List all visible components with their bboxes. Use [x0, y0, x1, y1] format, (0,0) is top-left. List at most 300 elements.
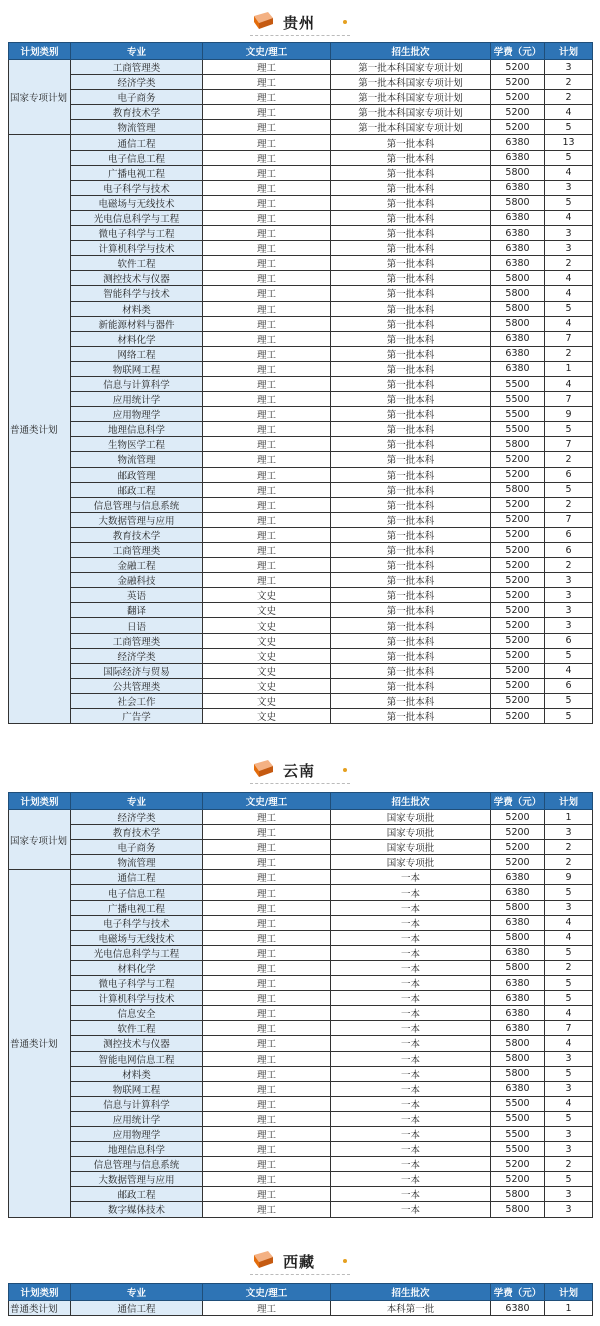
plan-count-cell: 9: [545, 870, 593, 885]
plan-count-cell: 2: [545, 75, 593, 90]
type-cell: 理工: [203, 558, 331, 573]
type-cell: 理工: [203, 437, 331, 452]
fee-cell: 5800: [491, 271, 545, 286]
type-cell: 理工: [203, 976, 331, 991]
batch-cell: 一本: [331, 1202, 491, 1217]
plan-count-cell: 4: [545, 165, 593, 180]
plan-count-cell: 3: [545, 1202, 593, 1217]
table-row: [9, 1111, 593, 1126]
type-cell: 理工: [203, 810, 331, 825]
type-cell: 理工: [203, 241, 331, 256]
major-cell: 电子科学与技术: [71, 915, 203, 930]
type-cell: 理工: [203, 573, 331, 588]
table-row: [9, 316, 593, 331]
type-cell: 理工: [203, 1036, 331, 1051]
type-cell: 理工: [203, 256, 331, 271]
section-name: 西藏: [283, 1253, 316, 1271]
type-cell: 理工: [203, 392, 331, 407]
header-type: 文史/理工: [203, 1284, 331, 1301]
table-row: [9, 135, 593, 150]
type-cell: 文史: [203, 663, 331, 678]
major-cell: 国际经济与贸易: [71, 663, 203, 678]
batch-cell: 第一批本科: [331, 180, 491, 195]
plan-count-cell: 2: [545, 497, 593, 512]
major-cell: 物流管理: [71, 120, 203, 135]
type-cell: 理工: [203, 1142, 331, 1157]
type-cell: 理工: [203, 512, 331, 527]
header-plan: 计划: [545, 1284, 593, 1301]
batch-cell: 第一批本科: [331, 437, 491, 452]
major-cell: 电子商务: [71, 90, 203, 105]
type-cell: 文史: [203, 588, 331, 603]
batch-cell: 第一批本科: [331, 150, 491, 165]
table-row: [9, 1157, 593, 1172]
table-row: [9, 376, 593, 391]
major-cell: 金融科技: [71, 573, 203, 588]
major-cell: 软件工程: [71, 1021, 203, 1036]
type-cell: 文史: [203, 603, 331, 618]
fee-cell: 5500: [491, 376, 545, 391]
fee-cell: 5800: [491, 316, 545, 331]
plan-count-cell: 5: [545, 1111, 593, 1126]
table-row: [9, 120, 593, 135]
major-cell: 网络工程: [71, 346, 203, 361]
plan-count-cell: 5: [545, 1172, 593, 1187]
table-row: [9, 945, 593, 960]
plan-category-cell: 普通类计划: [9, 870, 71, 1217]
table-row: [9, 256, 593, 271]
fee-cell: 6380: [491, 361, 545, 376]
type-cell: 理工: [203, 90, 331, 105]
book-logo-icon: [252, 12, 274, 30]
type-cell: 理工: [203, 165, 331, 180]
fee-cell: 5200: [491, 105, 545, 120]
batch-cell: 一本: [331, 1157, 491, 1172]
fee-cell: 5200: [491, 825, 545, 840]
type-cell: 文史: [203, 648, 331, 663]
header-category: 计划类别: [9, 43, 71, 60]
type-cell: 理工: [203, 226, 331, 241]
fee-cell: 5200: [491, 709, 545, 724]
fee-cell: 5800: [491, 437, 545, 452]
type-cell: 理工: [203, 150, 331, 165]
major-cell: 大数据管理与应用: [71, 1172, 203, 1187]
major-cell: 信息与计算科学: [71, 376, 203, 391]
batch-cell: 第一批本科: [331, 135, 491, 150]
major-cell: 地理信息科学: [71, 422, 203, 437]
table-row: [9, 991, 593, 1006]
fee-cell: 5200: [491, 512, 545, 527]
table-row: [9, 618, 593, 633]
plan-table-guizhou: [8, 42, 593, 724]
type-cell: 文史: [203, 633, 331, 648]
table-row: [9, 1021, 593, 1036]
batch-cell: 第一批本科: [331, 588, 491, 603]
batch-cell: 第一批本科: [331, 376, 491, 391]
major-cell: 工商管理类: [71, 543, 203, 558]
type-cell: 理工: [203, 120, 331, 135]
type-cell: 理工: [203, 855, 331, 870]
section-underline: [250, 783, 350, 784]
table-row: [9, 407, 593, 422]
table-row: [9, 543, 593, 558]
fee-cell: 6380: [491, 210, 545, 225]
section-dot: [343, 20, 347, 24]
type-cell: 理工: [203, 1006, 331, 1021]
fee-cell: 5800: [491, 1051, 545, 1066]
plan-category-cell: 国家专项计划: [9, 60, 71, 135]
fee-cell: 5200: [491, 543, 545, 558]
batch-cell: 一本: [331, 1036, 491, 1051]
batch-cell: 第一批本科: [331, 603, 491, 618]
table-row: [9, 60, 593, 75]
plan-count-cell: 5: [545, 885, 593, 900]
major-cell: 大数据管理与应用: [71, 512, 203, 527]
fee-cell: 5200: [491, 573, 545, 588]
section-name: 云南: [283, 762, 316, 780]
type-cell: 理工: [203, 467, 331, 482]
major-cell: 经济学类: [71, 75, 203, 90]
table-row: [9, 1172, 593, 1187]
major-cell: 通信工程: [71, 1301, 203, 1316]
table-row: [9, 422, 593, 437]
plan-count-cell: 4: [545, 930, 593, 945]
major-cell: 微电子科学与工程: [71, 976, 203, 991]
batch-cell: 国家专项批: [331, 855, 491, 870]
plan-count-cell: 4: [545, 286, 593, 301]
plan-count-cell: 7: [545, 1021, 593, 1036]
fee-cell: 6380: [491, 870, 545, 885]
major-cell: 电磁场与无线技术: [71, 195, 203, 210]
batch-cell: 一本: [331, 1142, 491, 1157]
table-row: [9, 693, 593, 708]
plan-count-cell: 6: [545, 527, 593, 542]
table-row: [9, 1301, 593, 1316]
fee-cell: 6380: [491, 226, 545, 241]
table-row: [9, 226, 593, 241]
major-cell: 物流管理: [71, 452, 203, 467]
fee-cell: 6380: [491, 885, 545, 900]
plan-count-cell: 3: [545, 60, 593, 75]
major-cell: 地理信息科学: [71, 1142, 203, 1157]
batch-cell: 第一批本科: [331, 558, 491, 573]
batch-cell: 一本: [331, 915, 491, 930]
table-row: [9, 648, 593, 663]
type-cell: 理工: [203, 1172, 331, 1187]
plan-count-cell: 2: [545, 90, 593, 105]
header-major: 专业: [71, 793, 203, 810]
plan-count-cell: 4: [545, 915, 593, 930]
table-row: [9, 527, 593, 542]
batch-cell: 第一批本科: [331, 301, 491, 316]
plan-count-cell: 3: [545, 241, 593, 256]
major-cell: 公共管理类: [71, 678, 203, 693]
plan-count-cell: 4: [545, 376, 593, 391]
plan-count-cell: 3: [545, 1051, 593, 1066]
table-header-row: [9, 1284, 593, 1301]
type-cell: 理工: [203, 1096, 331, 1111]
type-cell: 理工: [203, 1111, 331, 1126]
batch-cell: 一本: [331, 1081, 491, 1096]
table-row: [9, 885, 593, 900]
fee-cell: 5200: [491, 497, 545, 512]
batch-cell: 第一批本科: [331, 678, 491, 693]
table-row: [9, 1126, 593, 1141]
book-logo-icon: [252, 760, 274, 778]
type-cell: 理工: [203, 407, 331, 422]
type-cell: 理工: [203, 915, 331, 930]
fee-cell: 5200: [491, 810, 545, 825]
major-cell: 通信工程: [71, 135, 203, 150]
major-cell: 教育技术学: [71, 825, 203, 840]
plan-count-cell: 4: [545, 316, 593, 331]
plan-count-cell: 5: [545, 482, 593, 497]
header-fee: 学费（元）: [491, 43, 545, 60]
table-row: [9, 1142, 593, 1157]
fee-cell: 5200: [491, 558, 545, 573]
fee-cell: 5200: [491, 467, 545, 482]
table-row: [9, 558, 593, 573]
fee-cell: 6380: [491, 346, 545, 361]
plan-count-cell: 3: [545, 573, 593, 588]
table-row: [9, 855, 593, 870]
major-cell: 材料类: [71, 1066, 203, 1081]
table-row: [9, 150, 593, 165]
major-cell: 电子科学与技术: [71, 180, 203, 195]
fee-cell: 5200: [491, 840, 545, 855]
fee-cell: 5500: [491, 422, 545, 437]
fee-cell: 6380: [491, 1006, 545, 1021]
major-cell: 经济学类: [71, 648, 203, 663]
header-fee: 学费（元）: [491, 793, 545, 810]
batch-cell: 第一批本科: [331, 452, 491, 467]
major-cell: 英语: [71, 588, 203, 603]
type-cell: 理工: [203, 180, 331, 195]
table-row: [9, 452, 593, 467]
major-cell: 邮政工程: [71, 482, 203, 497]
table-row: [9, 1081, 593, 1096]
table-row: [9, 709, 593, 724]
type-cell: 理工: [203, 1187, 331, 1202]
major-cell: 工商管理类: [71, 633, 203, 648]
type-cell: 理工: [203, 825, 331, 840]
table-header-row: [9, 43, 593, 60]
batch-cell: 第一批本科: [331, 709, 491, 724]
table-row: [9, 1066, 593, 1081]
major-cell: 数字媒体技术: [71, 1202, 203, 1217]
major-cell: 物联网工程: [71, 361, 203, 376]
header-fee: 学费（元）: [491, 1284, 545, 1301]
plan-count-cell: 3: [545, 603, 593, 618]
major-cell: 物联网工程: [71, 1081, 203, 1096]
table-row: [9, 870, 593, 885]
plan-count-cell: 3: [545, 588, 593, 603]
type-cell: 理工: [203, 361, 331, 376]
plan-category-cell: 普通类计划: [9, 135, 71, 724]
major-cell: 电子商务: [71, 840, 203, 855]
fee-cell: 5800: [491, 1066, 545, 1081]
plan-count-cell: 5: [545, 120, 593, 135]
type-cell: 理工: [203, 346, 331, 361]
major-cell: 计算机科学与技术: [71, 991, 203, 1006]
plan-count-cell: 6: [545, 678, 593, 693]
major-cell: 日语: [71, 618, 203, 633]
major-cell: 计算机科学与技术: [71, 241, 203, 256]
major-cell: 电磁场与无线技术: [71, 930, 203, 945]
table-row: [9, 346, 593, 361]
header-major: 专业: [71, 43, 203, 60]
batch-cell: 本科第一批: [331, 1301, 491, 1316]
plan-count-cell: 5: [545, 648, 593, 663]
batch-cell: 第一批本科: [331, 361, 491, 376]
plan-count-cell: 7: [545, 331, 593, 346]
major-cell: 广告学: [71, 709, 203, 724]
batch-cell: 第一批本科: [331, 573, 491, 588]
plan-count-cell: 7: [545, 512, 593, 527]
major-cell: 广播电视工程: [71, 165, 203, 180]
batch-cell: 第一批本科: [331, 467, 491, 482]
table-row: [9, 960, 593, 975]
type-cell: 理工: [203, 331, 331, 346]
plan-count-cell: 3: [545, 1126, 593, 1141]
batch-cell: 第一批本科国家专项计划: [331, 60, 491, 75]
plan-count-cell: 2: [545, 256, 593, 271]
plan-count-cell: 5: [545, 422, 593, 437]
major-cell: 信息管理与信息系统: [71, 497, 203, 512]
batch-cell: 一本: [331, 1172, 491, 1187]
major-cell: 材料化学: [71, 331, 203, 346]
batch-cell: 一本: [331, 960, 491, 975]
plan-count-cell: 4: [545, 1006, 593, 1021]
major-cell: 材料化学: [71, 960, 203, 975]
fee-cell: 5200: [491, 120, 545, 135]
type-cell: 理工: [203, 105, 331, 120]
batch-cell: 第一批本科: [331, 210, 491, 225]
batch-cell: 一本: [331, 945, 491, 960]
batch-cell: 一本: [331, 885, 491, 900]
batch-cell: 第一批本科国家专项计划: [331, 120, 491, 135]
table-row: [9, 1096, 593, 1111]
major-cell: 应用统计学: [71, 392, 203, 407]
major-cell: 通信工程: [71, 870, 203, 885]
type-cell: 文史: [203, 678, 331, 693]
table-row: [9, 180, 593, 195]
plan-count-cell: 5: [545, 945, 593, 960]
batch-cell: 一本: [331, 1126, 491, 1141]
plan-category-cell: 普通类计划: [9, 1301, 71, 1316]
plan-count-cell: 9: [545, 407, 593, 422]
table-row: [9, 810, 593, 825]
type-cell: 理工: [203, 543, 331, 558]
major-cell: 软件工程: [71, 256, 203, 271]
type-cell: 理工: [203, 376, 331, 391]
batch-cell: 第一批本科: [331, 618, 491, 633]
book-logo-icon: [252, 1251, 274, 1269]
plan-count-cell: 6: [545, 467, 593, 482]
batch-cell: 第一批本科: [331, 407, 491, 422]
plan-count-cell: 4: [545, 210, 593, 225]
plan-table-xizang: [8, 1283, 593, 1316]
type-cell: 理工: [203, 316, 331, 331]
plan-count-cell: 4: [545, 271, 593, 286]
fee-cell: 5800: [491, 195, 545, 210]
type-cell: 理工: [203, 930, 331, 945]
plan-count-cell: 2: [545, 960, 593, 975]
fee-cell: 5800: [491, 286, 545, 301]
plan-count-cell: 1: [545, 810, 593, 825]
type-cell: 理工: [203, 452, 331, 467]
type-cell: 理工: [203, 870, 331, 885]
batch-cell: 一本: [331, 1051, 491, 1066]
batch-cell: 国家专项批: [331, 810, 491, 825]
section-underline: [250, 1274, 350, 1275]
type-cell: 理工: [203, 960, 331, 975]
major-cell: 新能源材料与器件: [71, 316, 203, 331]
type-cell: 理工: [203, 900, 331, 915]
table-row: [9, 271, 593, 286]
fee-cell: 5200: [491, 663, 545, 678]
table-row: [9, 482, 593, 497]
fee-cell: 6380: [491, 256, 545, 271]
table-row: [9, 678, 593, 693]
major-cell: 生物医学工程: [71, 437, 203, 452]
table-row: [9, 588, 593, 603]
fee-cell: 5200: [491, 855, 545, 870]
major-cell: 邮政管理: [71, 467, 203, 482]
table-row: [9, 1051, 593, 1066]
header-plan: 计划: [545, 793, 593, 810]
fee-cell: 5200: [491, 527, 545, 542]
type-cell: 理工: [203, 135, 331, 150]
fee-cell: 5200: [491, 75, 545, 90]
fee-cell: 5800: [491, 482, 545, 497]
batch-cell: 一本: [331, 1066, 491, 1081]
major-cell: 光电信息科学与工程: [71, 945, 203, 960]
fee-cell: 5200: [491, 90, 545, 105]
type-cell: 理工: [203, 1051, 331, 1066]
plan-count-cell: 2: [545, 346, 593, 361]
type-cell: 理工: [203, 1081, 331, 1096]
section-dot: [343, 1259, 347, 1263]
plan-count-cell: 5: [545, 693, 593, 708]
table-row: [9, 437, 593, 452]
batch-cell: 第一批本科: [331, 286, 491, 301]
fee-cell: 5800: [491, 900, 545, 915]
header-type: 文史/理工: [203, 793, 331, 810]
batch-cell: 第一批本科: [331, 346, 491, 361]
major-cell: 材料类: [71, 301, 203, 316]
batch-cell: 一本: [331, 900, 491, 915]
type-cell: 理工: [203, 885, 331, 900]
plan-count-cell: 2: [545, 855, 593, 870]
header-batch: 招生批次: [331, 43, 491, 60]
table-row: [9, 663, 593, 678]
major-cell: 社会工作: [71, 693, 203, 708]
fee-cell: 5500: [491, 407, 545, 422]
plan-count-cell: 2: [545, 1157, 593, 1172]
plan-count-cell: 7: [545, 392, 593, 407]
plan-count-cell: 5: [545, 709, 593, 724]
fee-cell: 5200: [491, 678, 545, 693]
type-cell: 理工: [203, 1021, 331, 1036]
header-category: 计划类别: [9, 1284, 71, 1301]
plan-count-cell: 1: [545, 361, 593, 376]
plan-count-cell: 1: [545, 1301, 593, 1316]
type-cell: 理工: [203, 991, 331, 1006]
batch-cell: 第一批本科: [331, 512, 491, 527]
plan-count-cell: 7: [545, 437, 593, 452]
major-cell: 智能科学与技术: [71, 286, 203, 301]
